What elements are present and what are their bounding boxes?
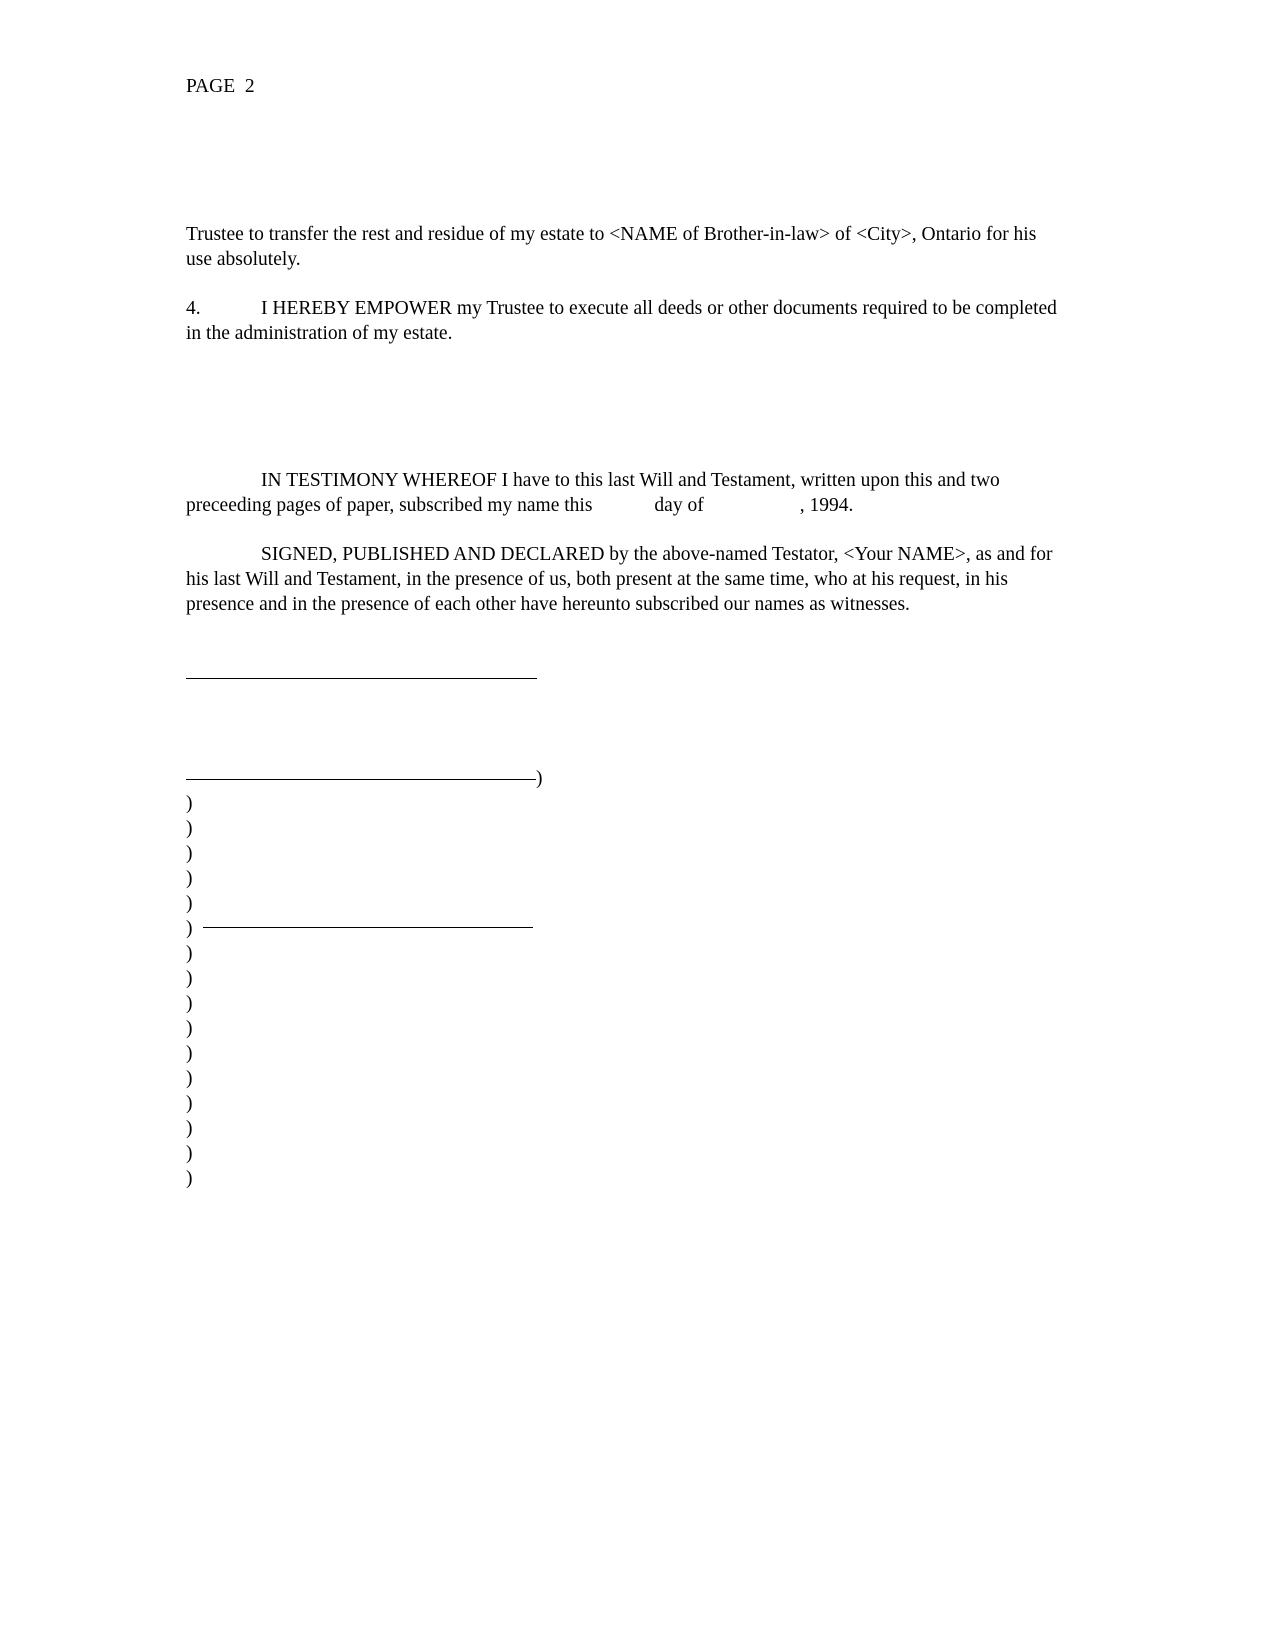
- bracket-paren: ): [186, 968, 193, 989]
- bracket-paren: ): [186, 1093, 193, 1114]
- testimony-text-c: , 1994.: [799, 495, 854, 516]
- clause-4-number: 4.: [186, 298, 201, 319]
- signed-line-3: presence and in the presence of each other have hereunto subscribed our names as witnesses.: [186, 594, 910, 615]
- bracket-paren: ): [186, 1043, 193, 1064]
- testimony-line-1: IN TESTIMONY WHEREOF I have to this last Will and Testament, written upon this and two: [261, 470, 1000, 491]
- signed-line-2: his last Will and Testament, in the presence of us, both present at the same time, who at his request, in his: [186, 569, 1008, 590]
- testimony-text-b: day of: [654, 495, 704, 516]
- signed-line-1: SIGNED, PUBLISHED AND DECLARED by the above-named Testator, <Your NAME>, as and for: [261, 544, 1053, 565]
- clause-4-line-1: [186, 296, 1057, 321]
- bracket-paren: ): [186, 793, 193, 814]
- residue-line-2: use absolutely.: [186, 249, 301, 270]
- witness-2-signature-line: [203, 927, 533, 928]
- bracket-paren: ): [186, 1118, 193, 1139]
- bracket-paren: ): [186, 918, 193, 939]
- bracket-paren: ): [536, 768, 543, 789]
- bracket-paren: ): [186, 893, 193, 914]
- clause-4-text: I HEREBY EMPOWER my Trustee to execute all deeds or other documents required to be completed: [261, 298, 1057, 319]
- bracket-paren: ): [186, 1168, 193, 1189]
- bracket-paren: ): [186, 1143, 193, 1164]
- bracket-paren: ): [186, 943, 193, 964]
- bracket-paren: ): [186, 1068, 193, 1089]
- page-number: PAGE 2: [186, 76, 255, 97]
- bracket-paren: ): [186, 993, 193, 1014]
- bracket-paren: ): [186, 868, 193, 889]
- bracket-paren: ): [186, 1018, 193, 1039]
- testator-signature-line: [186, 678, 537, 679]
- bracket-paren: ): [186, 818, 193, 839]
- residue-line-1: Trustee to transfer the rest and residue of my estate to <NAME of Brother-in-law> of <City>, Ontario for his: [186, 224, 1037, 245]
- bracket-paren: ): [186, 843, 193, 864]
- testimony-text-a: preceeding pages of paper, subscribed my name this: [186, 495, 593, 516]
- witness-1-signature-line: [186, 779, 536, 780]
- clause-4-line-2: in the administration of my estate.: [186, 323, 453, 344]
- testimony-line-2: [186, 493, 853, 518]
